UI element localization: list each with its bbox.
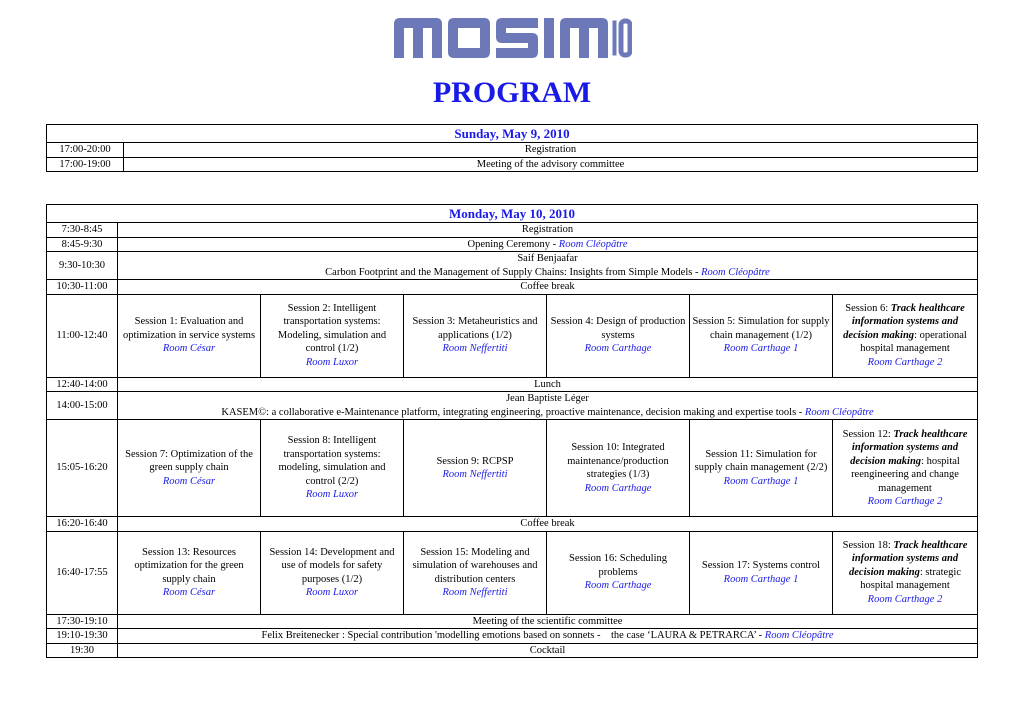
time-cell: 7:30-8:45 [47, 223, 118, 238]
sunday-schedule-table [46, 124, 978, 172]
event-cell: Meeting of the scientific committee [118, 614, 978, 629]
page-title: PROGRAM [432, 76, 592, 109]
day-heading: Monday, May 10, 2010 [47, 205, 978, 223]
time-cell: 16:40-17:55 [47, 531, 118, 614]
table-row [47, 517, 978, 532]
room-label: Room Carthage 1 [723, 475, 799, 487]
event-cell [118, 252, 978, 280]
speaker-name: Saif Benjaafar [517, 253, 578, 264]
session-title: Session 2: Intelligent transportation systems: Modeling, simulation and control (1/2) [277, 302, 387, 355]
session-subtitle: : hospital reengineering and change management [851, 455, 960, 494]
session-cell [404, 420, 547, 517]
table-row [47, 252, 978, 280]
session-title: Session 15: Modeling and simulation of warehouses and distribution centers [412, 546, 538, 585]
session-title: Session 18: [842, 539, 894, 551]
room-label: Room Carthage 2 [867, 593, 943, 605]
event-cell: Cocktail [118, 643, 978, 658]
event-cell: Lunch [118, 377, 978, 392]
session-cell [261, 420, 404, 517]
room-label: Room Luxor [305, 587, 359, 598]
track-name: Track healthcare information systems and decision making [843, 302, 965, 341]
event-cell: Registration [118, 223, 978, 238]
room-label: Room Cléopâtre [558, 238, 628, 250]
session-title: Session 12: [842, 428, 894, 440]
room-label: Room Cléopâtre [764, 630, 834, 641]
time-cell: 11:00-12:40 [47, 294, 118, 377]
room-label: Room César [162, 343, 216, 355]
session-title: Session 7: Optimization of the green supply chain [125, 448, 253, 474]
room-label: Room Cléopâtre [804, 406, 874, 418]
session-subtitle: : operational hospital management [860, 329, 967, 355]
room-label: Room Carthage 1 [723, 343, 799, 355]
event-cell: Registration [124, 143, 978, 158]
session-title: Session 5: Simulation for supply chain management (1/2) [692, 316, 830, 341]
time-cell: 9:30-10:30 [47, 252, 118, 280]
table-row [47, 223, 978, 238]
time-cell: 16:20-16:40 [47, 517, 118, 532]
time-cell: 15:05-16:20 [47, 420, 118, 517]
time-cell: 19:10-19:30 [47, 629, 118, 644]
session-cell [690, 420, 833, 517]
table-row [47, 280, 978, 295]
event-text: Opening Ceremony - [467, 238, 559, 250]
event-text: KASEM©: a collaborative e-Maintenance platform, integrating engineering, proactive maintenance, decision making and expertise tools - [221, 406, 805, 418]
table-row [47, 392, 978, 420]
room-label: Room Carthage 2 [867, 496, 943, 507]
track-name: Track healthcare information systems and decision making [849, 539, 968, 578]
table-row [47, 614, 978, 629]
room-label: Room Luxor [305, 489, 359, 501]
time-cell: 17:00-19:00 [47, 157, 124, 172]
session-cell [833, 420, 978, 517]
session-title: Session 8: Intelligent transportation systems: modeling, simulation and control (2/2) [278, 435, 386, 487]
session-title: Session 4: Design of production systems [550, 316, 686, 341]
event-cell [118, 392, 978, 420]
time-cell: 14:00-15:00 [47, 392, 118, 420]
session-title: Session 17: Systems control [701, 560, 821, 571]
room-label: Room Carthage 1 [723, 573, 799, 585]
table-row [47, 143, 978, 158]
session-cell [261, 531, 404, 614]
time-cell: 12:40-14:00 [47, 377, 118, 392]
session-title: Session 10: Integrated maintenance/production strategies (1/3) [567, 442, 669, 480]
room-label: Room Neffertiti [442, 469, 508, 480]
room-label: Room César [162, 475, 216, 487]
table-row [47, 205, 978, 223]
day-heading: Sunday, May 9, 2010 [47, 125, 978, 143]
session-title: Session 9: RCPSP [436, 455, 514, 467]
event-text: Felix Breitenecker : Special contribution 'modelling emotions based on sonnets - the case ‘LAURA & PETRARCA’ - [261, 630, 765, 641]
table-row [47, 125, 978, 143]
room-label: Room Carthage [584, 482, 652, 494]
session-cell [833, 531, 978, 614]
time-cell: 17:30-19:10 [47, 614, 118, 629]
table-row [47, 643, 978, 658]
session-cell [261, 294, 404, 377]
table-row [47, 420, 978, 517]
table-row [47, 629, 978, 644]
speaker-name: Jean Baptiste Léger [506, 393, 589, 404]
table-row [47, 531, 978, 614]
room-label: Room Carthage [584, 580, 652, 592]
session-subtitle: : strategic hospital management [860, 566, 961, 592]
table-row [47, 294, 978, 377]
table-row [47, 157, 978, 172]
event-text: Carbon Footprint and the Management of Supply Chains: Insights from Simple Models - [325, 266, 702, 278]
time-cell: 19:30 [47, 643, 118, 658]
time-cell: 17:00-20:00 [47, 143, 124, 158]
session-cell [547, 294, 690, 377]
session-cell [547, 531, 690, 614]
session-title: Session 16: Scheduling problems [568, 553, 667, 578]
session-title: Session 14: Development and use of models for safety purposes (1/2) [269, 546, 395, 585]
room-label: Room Carthage 2 [867, 356, 943, 368]
session-title: Session 13: Resources optimization for the green supply chain [134, 546, 244, 585]
room-label: Room César [162, 587, 216, 598]
track-name: Track healthcare information systems and decision making [850, 428, 968, 467]
room-label: Room Neffertiti [442, 343, 508, 355]
session-cell [833, 294, 978, 377]
time-cell: 8:45-9:30 [47, 237, 118, 252]
session-cell [404, 294, 547, 377]
monday-schedule-table [46, 204, 978, 658]
session-cell [547, 420, 690, 517]
room-label: Room Neffertiti [442, 587, 508, 598]
table-row [47, 237, 978, 252]
session-title: Session 11: Simulation for supply chain management (2/2) [694, 448, 828, 474]
session-cell [404, 531, 547, 614]
mosim-logo [392, 16, 632, 60]
room-label: Room Carthage [584, 343, 652, 355]
time-cell: 10:30-11:00 [47, 280, 118, 295]
session-cell [118, 420, 261, 517]
event-cell: Coffee break [118, 517, 978, 532]
session-title: Session 3: Metaheuristics and applications (1/2) [412, 316, 538, 341]
room-label: Room Luxor [305, 356, 359, 368]
event-cell [118, 237, 978, 252]
session-title: Session 6: [845, 302, 891, 314]
session-cell [118, 294, 261, 377]
table-row [47, 377, 978, 392]
event-cell: Meeting of the advisory committee [124, 157, 978, 172]
session-cell [118, 531, 261, 614]
room-label: Room Cléopâtre [701, 266, 770, 278]
session-cell [690, 531, 833, 614]
event-cell: Coffee break [118, 280, 978, 295]
session-cell [690, 294, 833, 377]
event-cell [118, 629, 978, 644]
session-title: Session 1: Evaluation and optimization in service systems [122, 316, 256, 341]
